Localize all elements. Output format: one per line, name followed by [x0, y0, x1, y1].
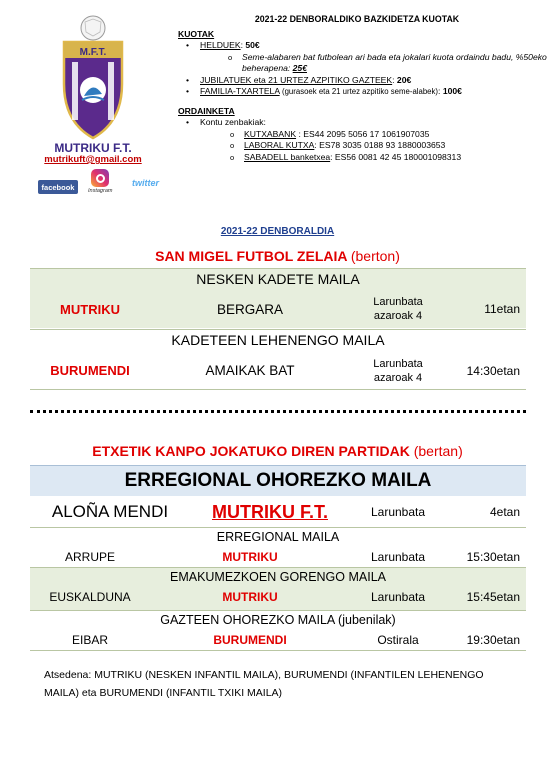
- fees-section: [178, 14, 548, 163]
- match-day: Larunbata: [370, 590, 426, 604]
- instagram-link[interactable]: [88, 169, 112, 194]
- match-category: NESKEN KADETE MAILA: [196, 271, 360, 287]
- match-category: EMAKUMEZKOEN GORENGO MAILA: [169, 570, 386, 584]
- match-day: Larunbata: [370, 550, 426, 564]
- fee-familia: • FAMILIA-TXARTELA (gurasoek eta 21 urtez azpitiko seme-alabek): 100€: [178, 86, 548, 98]
- kuotak-heading: KUOTAK: [178, 28, 215, 39]
- match-time: 11etan: [484, 302, 520, 316]
- facebook-icon: facebook: [38, 180, 78, 194]
- fee-helduek: • HELDUEK: 50€: [178, 40, 548, 52]
- season-label: 2021-22 DENBORALDIA: [220, 226, 335, 237]
- instagram-label: Instagram: [88, 188, 113, 194]
- match-row: [30, 351, 526, 390]
- home-team: MUTRIKU: [60, 301, 120, 317]
- match-day: Ostirala: [377, 633, 419, 647]
- home-team: ARRUPE: [64, 550, 115, 564]
- match-category: KADETEEN LEHENENGO MAILA: [171, 332, 385, 348]
- match-row: [30, 587, 526, 607]
- club-name: MUTRIKU F.T.: [54, 141, 132, 155]
- away-team: MUTRIKU F.T.: [212, 501, 328, 522]
- match-date: Larunbata azaroak 4: [373, 357, 423, 384]
- match-time: 14:30etan: [466, 363, 520, 378]
- away-team: AMAIKAK BAT: [205, 363, 295, 378]
- fee-discount-note: o Seme-alabaren bat futbolean ari bada eta jokalari kuota ordaindu badu, %50eko beherapena: 25€: [178, 52, 548, 75]
- fees-title: 2021-22 DENBORALDIKO BAZKIDETZA KUOTAK: [254, 14, 460, 24]
- match-block: [30, 465, 526, 527]
- match-row: [30, 496, 526, 528]
- match-category: ERREGIONAL MAILA: [216, 530, 340, 544]
- match-block: [30, 610, 526, 651]
- home-team: ALOÑA MENDI: [51, 502, 169, 521]
- match-time: 4etan: [489, 505, 520, 519]
- twitter-icon: twitter: [132, 178, 159, 188]
- away-team: BERGARA: [216, 301, 284, 317]
- match-date: Larunbata azaroak 4: [373, 296, 423, 322]
- rest-note: Atsedena: MUTRIKU (NESKEN INFANTIL MAILA), BURUMENDI (INFANTILEN LEHENENGO MAILA) eta BURUMENDI (INFANTIL TXIKI MAILA): [44, 669, 484, 699]
- facebook-link[interactable]: [38, 180, 78, 194]
- match-category: GAZTEEN OHOREZKO MAILA (jubenilak): [160, 613, 396, 627]
- away-team: MUTRIKU: [222, 550, 278, 564]
- match-time: 19:30etan: [466, 633, 520, 647]
- match-block: [30, 329, 526, 390]
- ordainketa-heading: ORDAINKETA: [178, 105, 235, 116]
- club-logo-icon: [58, 14, 128, 140]
- match-row: [30, 290, 526, 328]
- home-venue-title: SAN MIGEL FUTBOL ZELAIA (berton): [155, 248, 400, 264]
- header: [0, 0, 555, 215]
- match-row: [30, 547, 526, 567]
- account-row: o KUTXABANK : ES44 2095 5056 17 1061907035: [178, 129, 548, 141]
- home-team: EIBAR: [71, 633, 108, 647]
- club-email-link[interactable]: mutrikuft@gmail.com: [44, 154, 142, 165]
- match-block: [30, 527, 526, 567]
- home-team: BURUMENDI: [50, 363, 130, 378]
- logo-letters: M.F.T.: [79, 47, 107, 58]
- match-time: 15:30etan: [466, 550, 520, 564]
- match-row: [30, 630, 526, 650]
- twitter-link[interactable]: [132, 178, 159, 188]
- away-team: MUTRIKU: [222, 590, 278, 604]
- dotted-divider: [30, 410, 526, 413]
- match-category: ERREGIONAL OHOREZKO MAILA: [124, 470, 432, 491]
- instagram-icon: [91, 169, 109, 187]
- home-team: EUSKALDUNA: [49, 590, 131, 604]
- match-block: [30, 567, 526, 610]
- account-row: o SABADELL banketxea: ES56 0081 42 45 180001098313: [178, 152, 548, 164]
- match-day: Larunbata: [370, 505, 426, 519]
- match-block: [30, 268, 526, 328]
- kontu-label: • Kontu zenbakiak:: [178, 117, 548, 129]
- account-row: o LABORAL KUTXA: ES78 3035 0188 93 1880003653: [178, 140, 548, 152]
- match-time: 15:45etan: [466, 590, 520, 604]
- fee-jubilatuek: • JUBILATUEK eta 21 URTEZ AZPITIKO GAZTEEK: 20€: [178, 75, 548, 87]
- away-venue-title: ETXETIK KANPO JOKATUKO DIREN PARTIDAK (bertan): [92, 443, 463, 459]
- away-team: BURUMENDI: [213, 633, 287, 647]
